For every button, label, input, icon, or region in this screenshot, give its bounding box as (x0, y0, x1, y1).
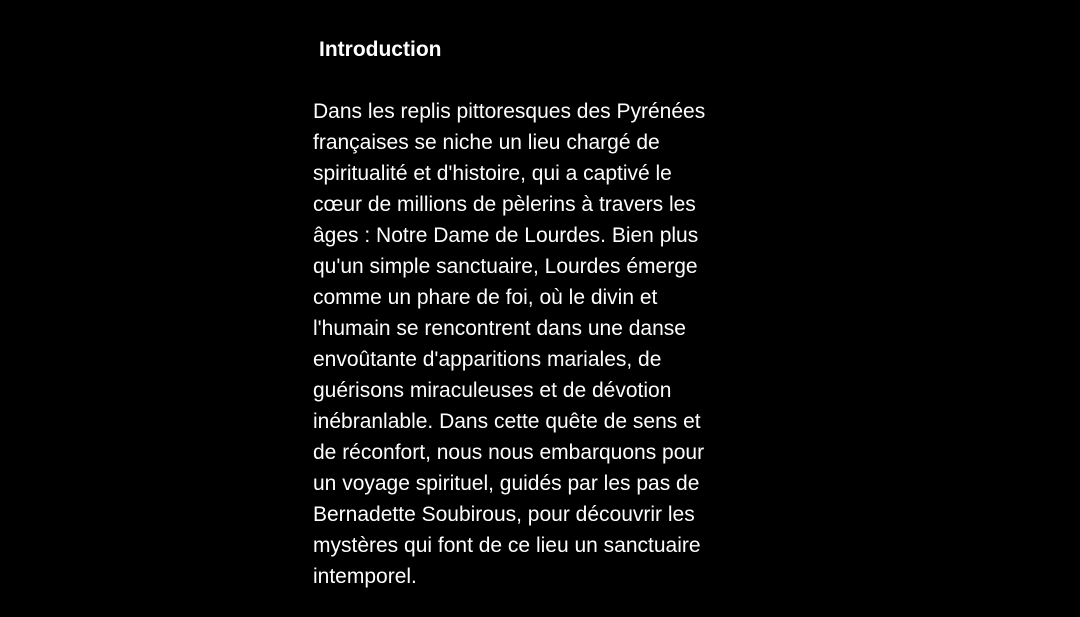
paragraph-line: envoûtante d'apparitions mariales, de (313, 348, 662, 371)
section-heading: Introduction (319, 38, 442, 61)
paragraph-line: âges : Notre Dame de Lourdes. Bien plus (313, 224, 699, 247)
paragraph-line: intemporel. (313, 565, 417, 588)
paragraph-line: de réconfort, nous nous embarquons pour (313, 441, 705, 464)
paragraph-line: spiritualité et d'histoire, qui a captivé le (313, 162, 672, 185)
paragraph-line: guérisons miraculeuses et de dévotion (313, 379, 672, 402)
paragraph-line: mystères qui font de ce lieu un sanctuaire (313, 534, 701, 557)
paragraph-line: qu'un simple sanctuaire, Lourdes émerge (313, 255, 698, 278)
paragraph-line: inébranlable. Dans cette quête de sens et (313, 410, 701, 433)
paragraph-line: cœur de millions de pèlerins à travers les (313, 193, 696, 216)
paragraph-line: un voyage spirituel, guidés par les pas de (313, 472, 700, 495)
paragraph-line: l'humain se rencontrent dans une danse (313, 317, 686, 340)
intro-paragraph (313, 96, 705, 592)
paragraph-line: Dans les replis pittoresques des Pyrénées (313, 100, 706, 123)
paragraph-line: comme un phare de foi, où le divin et (313, 286, 658, 309)
paragraph-line: Bernadette Soubirous, pour découvrir les (313, 503, 695, 526)
paragraph-line: françaises se niche un lieu chargé de (313, 131, 660, 154)
